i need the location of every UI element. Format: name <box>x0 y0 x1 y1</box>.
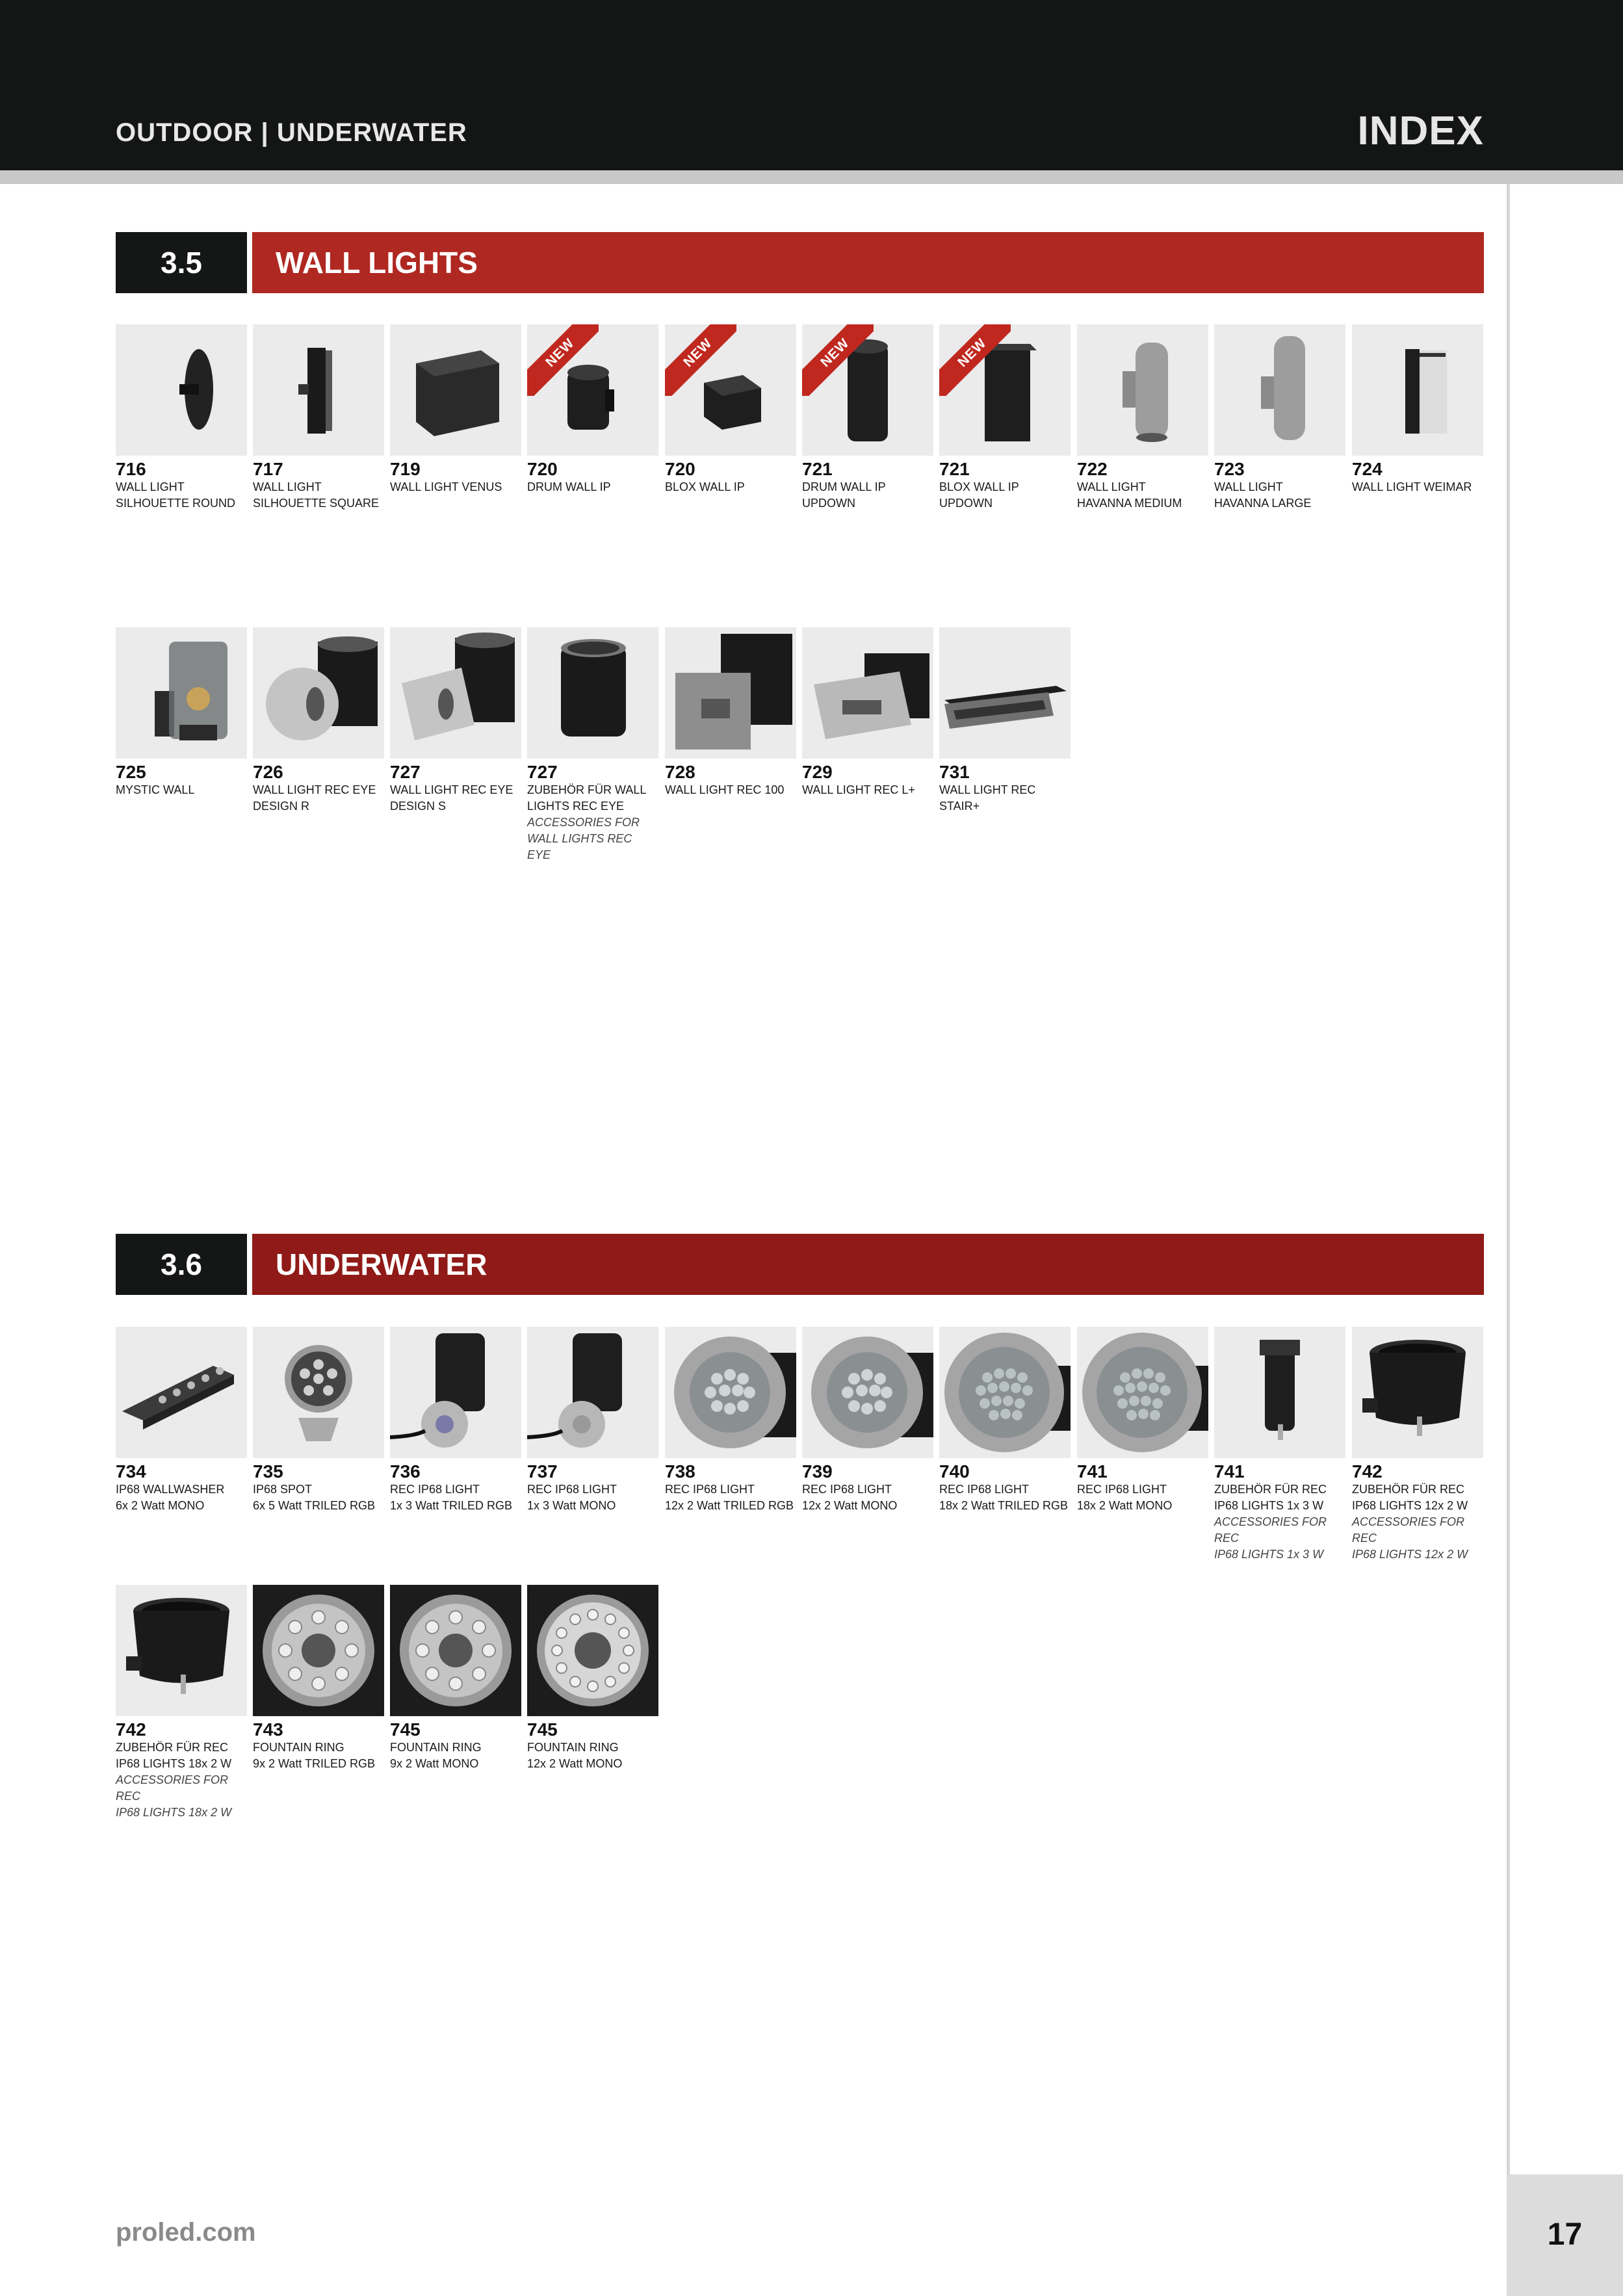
product-item-726[interactable] <box>253 627 384 815</box>
product-image <box>1077 324 1208 456</box>
product-code: 720 <box>665 459 695 479</box>
product-name-line: FOUNTAIN RING <box>390 1741 482 1754</box>
product-image <box>802 627 933 759</box>
product-code: 724 <box>1352 459 1383 479</box>
product-accessory-line: ACCESSORIES FOR REC <box>116 1773 229 1803</box>
product-image <box>527 324 658 456</box>
right-margin-rule <box>1507 184 1510 2174</box>
new-badge-label: NEW <box>665 324 736 396</box>
product-code: 739 <box>802 1461 833 1481</box>
product-name-line: FOUNTAIN RING <box>253 1741 344 1754</box>
product-name-line: WALL LIGHT REC 100 <box>665 783 785 796</box>
product-item-720[interactable] <box>665 324 796 495</box>
new-badge-label: NEW <box>527 324 599 396</box>
product-item-734[interactable] <box>116 1327 247 1514</box>
product-name-line: MYSTIC WALL <box>116 783 195 796</box>
product-name-line: HAVANNA MEDIUM <box>1077 497 1182 510</box>
product-item-742[interactable] <box>1352 1327 1483 1563</box>
product-name-line: 12x 2 Watt MONO <box>527 1757 623 1770</box>
product-name-line: REC IP68 LIGHT <box>390 1483 480 1496</box>
product-item-737[interactable] <box>527 1327 658 1514</box>
product-name-line: LIGHTS REC EYE <box>527 800 625 813</box>
product-name-line: WALL LIGHT VENUS <box>390 480 502 493</box>
product-item-741[interactable] <box>1214 1327 1345 1563</box>
product-image <box>1214 324 1345 456</box>
product-item-745[interactable] <box>527 1585 658 1772</box>
product-code: 731 <box>939 762 970 782</box>
product-item-721[interactable] <box>939 324 1071 512</box>
product-code: 745 <box>390 1719 421 1740</box>
product-code: 736 <box>390 1461 421 1481</box>
product-item-727[interactable] <box>527 627 658 863</box>
product-name-line: WALL LIGHT <box>253 480 322 493</box>
product-name-line: 12x 2 Watt TRILED RGB <box>665 1499 794 1512</box>
product-item-735[interactable] <box>253 1327 384 1514</box>
product-name-line: UPDOWN <box>802 497 855 510</box>
product-name-line: 9x 2 Watt MONO <box>390 1757 479 1770</box>
product-name-line: IP68 WALLWASHER <box>116 1483 225 1496</box>
product-item-724[interactable] <box>1352 324 1483 495</box>
product-code: 737 <box>527 1461 558 1481</box>
product-item-740[interactable] <box>939 1327 1071 1514</box>
product-item-745[interactable] <box>390 1585 521 1772</box>
product-code: 738 <box>665 1461 695 1481</box>
website-link[interactable]: proled.com <box>116 2218 256 2247</box>
product-image <box>665 1327 796 1458</box>
product-accessory-line: IP68 LIGHTS 12x 2 W <box>1352 1548 1468 1561</box>
page-title: INDEX <box>1357 109 1484 153</box>
product-accessory-line: IP68 LIGHTS 1x 3 W <box>1214 1548 1324 1561</box>
product-item-739[interactable] <box>802 1327 933 1514</box>
product-image <box>390 1585 521 1716</box>
product-name-line: WALL LIGHT WEIMAR <box>1352 480 1472 493</box>
product-name-line: WALL LIGHT REC EYE <box>253 783 376 796</box>
product-code: 741 <box>1077 1461 1108 1481</box>
product-name-line: IP68 LIGHTS 18x 2 W <box>116 1757 232 1770</box>
product-image <box>802 1327 933 1458</box>
product-accessory-line: WALL LIGHTS REC EYE <box>527 832 632 861</box>
product-item-720[interactable] <box>527 324 658 495</box>
section-number-3-5: 3.5 <box>116 232 247 293</box>
product-name-line: SILHOUETTE ROUND <box>116 497 236 510</box>
product-name-line: DRUM WALL IP <box>802 480 886 493</box>
product-name-line: BLOX WALL IP <box>665 480 745 493</box>
product-name-line: 6x 2 Watt MONO <box>116 1499 205 1512</box>
product-accessory-line: ACCESSORIES FOR REC <box>1214 1515 1327 1545</box>
new-badge <box>802 324 874 396</box>
section-path: OUTDOOR | UNDERWATER <box>116 118 467 147</box>
product-item-738[interactable] <box>665 1327 796 1514</box>
product-image <box>116 627 247 759</box>
product-code: 721 <box>802 459 833 479</box>
product-code: 735 <box>253 1461 283 1481</box>
new-badge <box>665 324 736 396</box>
product-name-line: 6x 5 Watt TRILED RGB <box>253 1499 376 1512</box>
product-code: 742 <box>116 1719 146 1740</box>
product-name-line: WALL LIGHT <box>1077 480 1146 493</box>
product-image <box>390 627 521 759</box>
product-image <box>939 627 1071 759</box>
product-name-line: 18x 2 Watt MONO <box>1077 1499 1173 1512</box>
product-name-line: SILHOUETTE SQUARE <box>253 497 380 510</box>
product-image <box>116 1327 247 1458</box>
product-item-719[interactable] <box>390 324 521 495</box>
product-image <box>939 324 1071 456</box>
section-title-underwater: UNDERWATER <box>252 1234 1484 1295</box>
product-name-line: BLOX WALL IP <box>939 480 1019 493</box>
product-code: 725 <box>116 762 146 782</box>
product-name-line: FOUNTAIN RING <box>527 1741 619 1754</box>
product-name-line: IP68 SPOT <box>253 1483 313 1496</box>
product-image <box>253 1585 384 1716</box>
product-name-line: UPDOWN <box>939 497 993 510</box>
product-image <box>665 627 796 759</box>
product-name-line: 9x 2 Watt TRILED RGB <box>253 1757 376 1770</box>
section-number-3-6: 3.6 <box>116 1234 247 1295</box>
product-image <box>116 1585 247 1716</box>
product-image <box>116 324 247 456</box>
product-name-line: ZUBEHÖR FÜR REC <box>116 1741 229 1754</box>
product-name-line: REC IP68 LIGHT <box>665 1483 755 1496</box>
new-badge <box>939 324 1011 396</box>
product-name-line: DESIGN S <box>390 800 447 813</box>
product-code: 728 <box>665 762 695 782</box>
product-item-723[interactable] <box>1214 324 1345 512</box>
new-badge-label: NEW <box>802 324 874 396</box>
product-image <box>390 1327 521 1458</box>
product-name-line: 1x 3 Watt TRILED RGB <box>390 1499 513 1512</box>
product-image <box>665 324 796 456</box>
product-item-716[interactable] <box>116 324 247 512</box>
product-code: 729 <box>802 762 833 782</box>
product-item-721[interactable] <box>802 324 933 512</box>
product-item-729[interactable] <box>802 627 933 798</box>
product-name-line: HAVANNA LARGE <box>1214 497 1312 510</box>
product-code: 726 <box>253 762 283 782</box>
product-name-line: 1x 3 Watt MONO <box>527 1499 616 1512</box>
product-code: 727 <box>390 762 421 782</box>
product-name-line: REC IP68 LIGHT <box>939 1483 1030 1496</box>
product-name-line: DRUM WALL IP <box>527 480 611 493</box>
product-name-line: IP68 LIGHTS 12x 2 W <box>1352 1499 1468 1512</box>
product-name-line: ZUBEHÖR FÜR WALL <box>527 783 647 796</box>
product-item-725[interactable] <box>116 627 247 798</box>
product-image <box>1077 1327 1208 1458</box>
product-item-717[interactable] <box>253 324 384 512</box>
product-code: 734 <box>116 1461 146 1481</box>
page-number: 17 <box>1547 2217 1583 2252</box>
product-item-722[interactable] <box>1077 324 1208 512</box>
product-name-line: ZUBEHÖR FÜR REC <box>1352 1483 1465 1496</box>
product-name-line: 18x 2 Watt TRILED RGB <box>939 1499 1069 1512</box>
product-name-line: WALL LIGHT <box>116 480 185 493</box>
product-name-line: WALL LIGHT REC STAIR+ <box>939 783 1036 813</box>
product-image <box>527 627 658 759</box>
new-badge <box>527 324 599 396</box>
product-code: 743 <box>253 1719 283 1740</box>
product-accessory-line: ACCESSORIES FOR REC <box>1352 1515 1465 1545</box>
product-image <box>253 627 384 759</box>
product-code: 722 <box>1077 459 1108 479</box>
product-item-736[interactable] <box>390 1327 521 1514</box>
product-code: 721 <box>939 459 970 479</box>
product-item-731[interactable] <box>939 627 1071 815</box>
product-name-line: REC IP68 LIGHT <box>802 1483 892 1496</box>
product-code: 723 <box>1214 459 1245 479</box>
product-image <box>527 1327 658 1458</box>
product-item-742[interactable] <box>116 1585 247 1821</box>
section-title-wall-lights: WALL LIGHTS <box>252 232 1484 293</box>
product-image <box>527 1585 658 1716</box>
product-image <box>390 324 521 456</box>
product-code: 717 <box>253 459 283 479</box>
product-name-line: WALL LIGHT REC L+ <box>802 783 915 796</box>
product-name-line: ZUBEHÖR FÜR REC <box>1214 1483 1327 1496</box>
product-image <box>253 1327 384 1458</box>
new-badge-label: NEW <box>939 324 1011 396</box>
product-image <box>253 324 384 456</box>
product-code: 742 <box>1352 1461 1383 1481</box>
product-image <box>802 324 933 456</box>
product-name-line: WALL LIGHT REC EYE <box>390 783 513 796</box>
product-code: 741 <box>1214 1461 1245 1481</box>
product-code: 716 <box>116 459 146 479</box>
product-name-line: IP68 LIGHTS 1x 3 W <box>1214 1499 1324 1512</box>
product-code: 720 <box>527 459 558 479</box>
product-code: 719 <box>390 459 421 479</box>
product-name-line: REC IP68 LIGHT <box>1077 1483 1167 1496</box>
product-code: 745 <box>527 1719 558 1740</box>
product-name-line: DESIGN R <box>253 800 310 813</box>
product-item-743[interactable] <box>253 1585 384 1772</box>
product-item-741[interactable] <box>1077 1327 1208 1514</box>
product-code: 740 <box>939 1461 970 1481</box>
product-code: 727 <box>527 762 558 782</box>
product-item-728[interactable] <box>665 627 796 798</box>
product-accessory-line: ACCESSORIES FOR <box>527 816 640 829</box>
product-name-line: WALL LIGHT <box>1214 480 1283 493</box>
product-item-727[interactable] <box>390 627 521 815</box>
product-image <box>939 1327 1071 1458</box>
product-name-line: 12x 2 Watt MONO <box>802 1499 898 1512</box>
product-name-line: REC IP68 LIGHT <box>527 1483 617 1496</box>
product-accessory-line: IP68 LIGHTS 18x 2 W <box>116 1806 232 1819</box>
product-image <box>1352 324 1483 456</box>
header-divider <box>0 170 1623 184</box>
product-image <box>1214 1327 1345 1458</box>
product-image <box>1352 1327 1483 1458</box>
